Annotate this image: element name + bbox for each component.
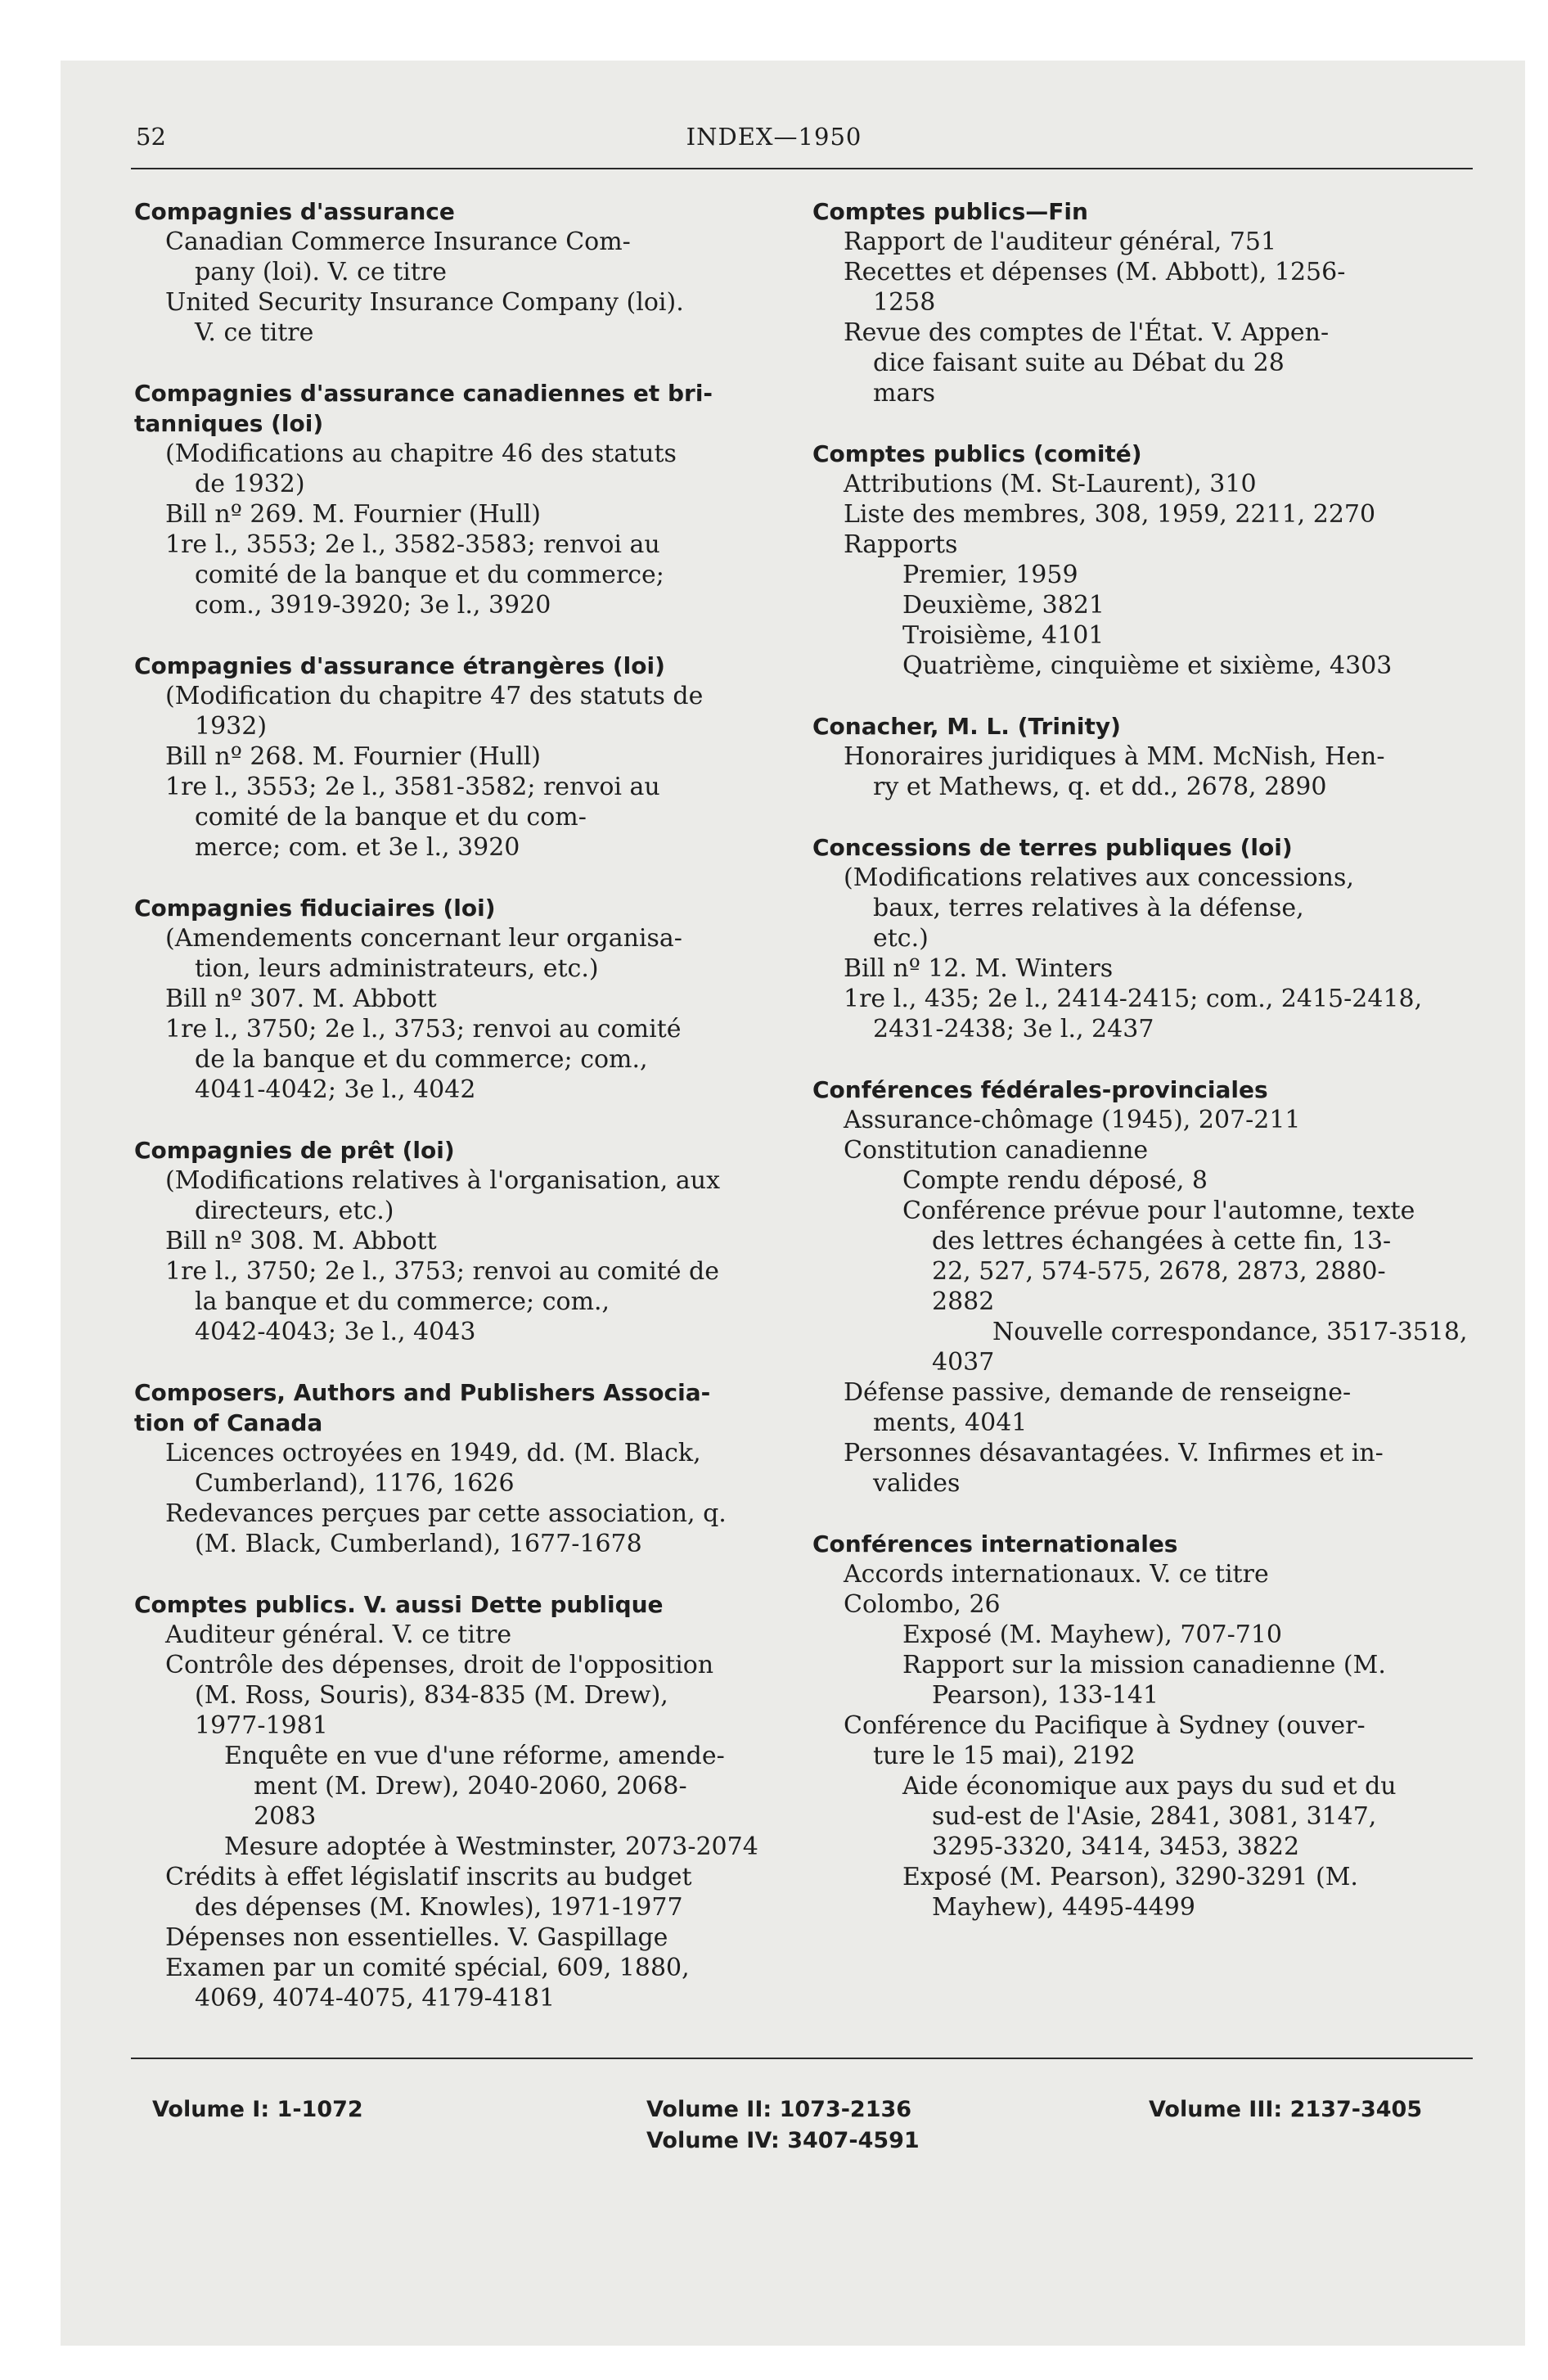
index-subentry: de 1932) [195,470,305,498]
index-subentry: Troisième, 4101 [902,621,1105,650]
index-subentry: Licences octroyées en 1949, dd. (M. Black, [165,1439,701,1467]
index-subentry: 22, 527, 574-575, 2678, 2873, 2880- [932,1257,1386,1286]
index-subentry: sud-est de l'Asie, 2841, 3081, 3147, [932,1802,1377,1831]
index-subentry: Deuxième, 3821 [902,591,1105,620]
index-subentry: Assurance-chômage (1945), 207-211 [844,1106,1301,1134]
index-subentry: Nouvelle correspondance, 3517-3518, [992,1318,1468,1346]
index-heading: Conférences fédérales-provinciales [812,1076,1268,1103]
index-subentry: de la banque et du commerce; com., [195,1045,648,1074]
index-subentry: 1re l., 3750; 2e l., 3753; renvoi au comité [165,1015,682,1044]
index-subentry: Bill nº 12. M. Winters [844,954,1114,983]
index-subentry: 1932) [195,712,268,741]
index-subentry: Crédits à effet législatif inscrits au budget [165,1863,692,1891]
index-subentry: Canadian Commerce Insurance Com- [165,228,631,256]
index-heading: Compagnies d'assurance [134,198,455,225]
index-entry [812,1075,1467,1499]
index-subentry: Auditeur général. V. ce titre [165,1620,512,1649]
index-entry [812,1529,1467,1922]
index-subentry: 2431-2438; 3e l., 2437 [873,1015,1154,1044]
index-subentry: merce; com. et 3e l., 3920 [195,833,520,862]
index-entry [134,196,789,348]
index-subentry: (Modifications relatives à l'organisation, aux [165,1166,720,1195]
index-subentry: Bill nº 268. M. Fournier (Hull) [165,742,541,771]
index-subentry: Mesure adoptée à Westminster, 2073-2074 [224,1832,758,1861]
index-heading: Comptes publics. V. aussi Dette publique [134,1591,664,1618]
index-subentry: 1977-1981 [195,1711,328,1740]
index-subentry: comité de la banque et du commerce; [195,561,664,589]
index-subentry: (M. Black, Cumberland), 1677-1678 [195,1530,642,1558]
index-heading: Concessions de terres publiques (loi) [812,834,1293,861]
index-subentry: 3295-3320, 3414, 3453, 3822 [932,1832,1300,1861]
index-heading: Comptes publics—Fin [812,198,1088,225]
index-subentry: ry et Mathews, q. et dd., 2678, 2890 [873,773,1327,801]
index-heading: Compagnies d'assurance canadiennes et bri- [134,380,713,407]
index-subentry: la banque et du commerce; com., [195,1287,610,1316]
volume-range: Volume III: 2137-3405 [1149,2097,1423,2122]
index-subentry: Honoraires juridiques à MM. McNish, Hen- [844,742,1385,771]
index-heading: Composers, Authors and Publishers Associa- [134,1379,711,1406]
index-subentry: des lettres échangées à cette fin, 13- [932,1227,1392,1255]
index-subentry: Rapport de l'auditeur général, 751 [844,228,1277,256]
index-entry [134,651,789,863]
index-subentry: Cumberland), 1176, 1626 [195,1469,515,1498]
index-subentry: United Security Insurance Company (loi). [165,288,684,317]
index-subentry: 4037 [932,1348,995,1377]
index-subentry: Contrôle des dépenses, droit de l'opposition [165,1651,714,1679]
index-subentry: (M. Ross, Souris), 834-835 (M. Drew), [195,1681,668,1710]
index-entry [134,1377,789,1559]
index-subentry: etc.) [873,924,929,953]
index-subentry: Revue des comptes de l'État. V. Appen- [844,318,1330,347]
index-subentry: Rapport sur la mission canadienne (M. [902,1651,1386,1679]
index-subentry: Constitution canadienne [844,1136,1149,1165]
index-subentry: baux, terres relatives à la défense, [873,894,1304,922]
index-subentry: ment (M. Drew), 2040-2060, 2068- [254,1772,687,1801]
index-entry [134,1589,789,2013]
page-header [75,123,1473,159]
index-subentry: Conférence du Pacifique à Sydney (ouver- [844,1711,1366,1740]
index-subentry: 1re l., 3750; 2e l., 3753; renvoi au comité de [165,1257,719,1286]
index-heading: Compagnies d'assurance étrangères (loi) [134,652,665,679]
index-subentry: Liste des membres, 308, 1959, 2211, 2270 [844,500,1376,529]
index-subentry: 1re l., 3553; 2e l., 3582-3583; renvoi au [165,530,660,559]
index-subentry: Mayhew), 4495-4499 [932,1893,1195,1922]
index-heading: Comptes publics (comité) [812,440,1142,467]
index-heading: Compagnies de prêt (loi) [134,1137,455,1164]
index-subentry: mars [873,379,936,408]
index-subentry: (Modifications au chapitre 46 des statuts [165,439,677,468]
index-heading: tion of Canada [134,1409,323,1436]
index-subentry: des dépenses (M. Knowles), 1971-1977 [195,1893,683,1922]
index-subentry: Quatrième, cinquième et sixième, 4303 [902,651,1393,680]
index-subentry: 1258 [873,288,936,317]
index-subentry: directeurs, etc.) [195,1197,394,1225]
volume-range: Volume IV: 3407-4591 [646,2128,920,2153]
page-number: 52 [136,123,166,151]
index-subentry: Examen par un comité spécial, 609, 1880, [165,1954,690,1982]
index-subentry: 1re l., 435; 2e l., 2414-2415; com., 2415-2418, [844,985,1423,1013]
index-subentry: Personnes désavantagées. V. Infirmes et in- [844,1439,1384,1467]
volume-range: Volume II: 1073-2136 [646,2097,912,2122]
index-subentry: (Modifications relatives aux concessions, [844,863,1354,892]
index-subentry: Compte rendu déposé, 8 [902,1166,1208,1195]
index-subentry: Premier, 1959 [902,561,1078,589]
page-footer [0,2097,1548,2170]
index-subentry: Rapports [844,530,958,559]
page-title: INDEX—1950 [686,123,862,151]
index-subentry: 4042-4043; 3e l., 4043 [195,1318,476,1346]
index-column-left [134,196,789,2044]
header-rule [131,168,1473,169]
index-subentry: Colombo, 26 [844,1590,1001,1619]
index-entry [812,196,1467,408]
index-subentry: 2083 [254,1802,317,1831]
index-subentry: Attributions (M. St-Laurent), 310 [844,470,1257,498]
index-subentry: Recettes et dépenses (M. Abbott), 1256- [844,258,1346,286]
index-subentry: Dépenses non essentielles. V. Gaspillage [165,1923,668,1952]
index-subentry: Conférence prévue pour l'automne, texte [902,1197,1415,1225]
index-entry [134,893,789,1105]
index-heading: Conacher, M. L. (Trinity) [812,713,1121,740]
index-subentry: 1re l., 3553; 2e l., 3581-3582; renvoi au [165,773,660,801]
index-subentry: pany (loi). V. ce titre [195,258,448,286]
index-subentry: 4069, 4074-4075, 4179-4181 [195,1984,556,2013]
index-subentry: 2882 [932,1287,995,1316]
index-subentry: Aide économique aux pays du sud et du [902,1772,1397,1801]
index-subentry: comité de la banque et du com- [195,803,587,832]
index-subentry: 4041-4042; 3e l., 4042 [195,1075,476,1104]
index-entry [134,378,789,620]
index-subentry: Pearson), 133-141 [932,1681,1159,1710]
index-entry [134,1135,789,1347]
index-entry [812,832,1467,1044]
index-subentry: Enquête en vue d'une réforme, amende- [224,1742,725,1770]
index-subentry: (Modification du chapitre 47 des statuts de [165,682,704,710]
footer-rule [131,2058,1473,2059]
index-subentry: V. ce titre [195,318,314,347]
index-subentry: Exposé (M. Mayhew), 707-710 [902,1620,1283,1649]
index-subentry: Redevances perçues par cette association, q. [165,1499,727,1528]
index-entry [812,711,1467,802]
index-subentry: valides [873,1469,961,1498]
index-subentry: tion, leurs administrateurs, etc.) [195,954,599,983]
index-subentry: (Amendements concernant leur organisa- [165,924,682,953]
index-heading: tanniques (loi) [134,410,324,437]
index-subentry: Exposé (M. Pearson), 3290-3291 (M. [902,1863,1358,1891]
index-heading: Conférences internationales [812,1530,1178,1557]
index-subentry: Accords internationaux. V. ce titre [844,1560,1269,1589]
index-subentry: Défense passive, demande de renseigne- [844,1378,1352,1407]
index-subentry: dice faisant suite au Débat du 28 [873,349,1285,377]
volume-range: Volume I: 1-1072 [152,2097,363,2122]
index-entry [812,439,1467,681]
index-subentry: Bill nº 269. M. Fournier (Hull) [165,500,541,529]
index-subentry: Bill nº 307. M. Abbott [165,985,437,1013]
index-column-right [812,196,1467,1953]
index-heading: Compagnies fiduciaires (loi) [134,895,496,922]
index-subentry: Bill nº 308. M. Abbott [165,1227,437,1255]
index-subentry: com., 3919-3920; 3e l., 3920 [195,591,551,620]
index-subentry: ments, 4041 [873,1409,1028,1437]
index-subentry: ture le 15 mai), 2192 [873,1742,1136,1770]
